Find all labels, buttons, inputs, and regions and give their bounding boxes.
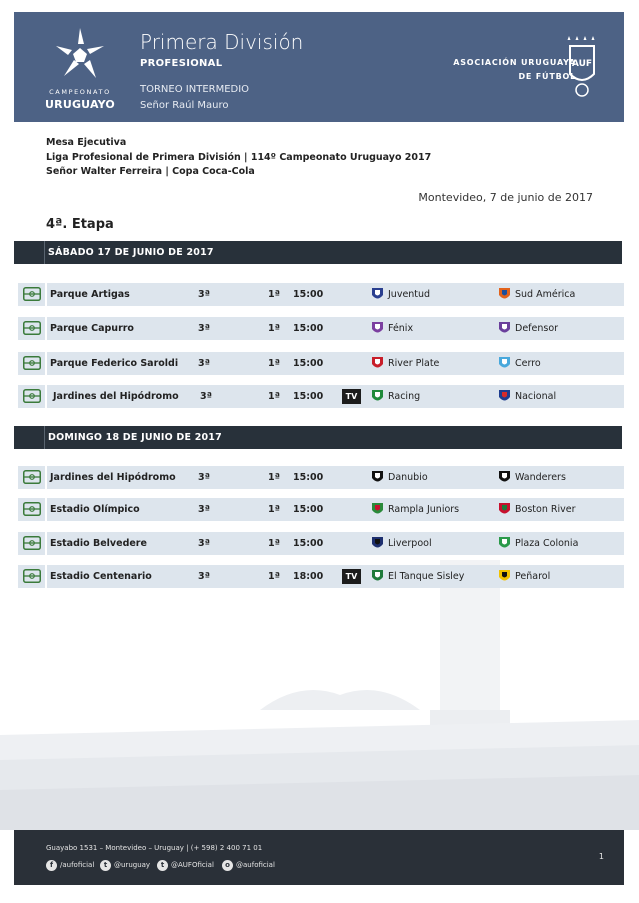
stadium-background-image [0, 560, 639, 830]
pitch-icon [23, 502, 41, 516]
facebook-icon: f [46, 860, 57, 871]
away-team: Sud América [515, 289, 576, 300]
etapa-heading: 4ª. Etapa [46, 217, 114, 232]
twitter-auf-link[interactable] [157, 859, 214, 871]
pitch-icon [23, 569, 41, 583]
star-logo-icon [50, 26, 110, 82]
intro-line-liga: Liga Profesional de Primera División | 114º Campeonato Uruguayo 2017 [46, 151, 432, 163]
away-team: Peñarol [515, 571, 551, 582]
day-header-saturday [14, 241, 622, 264]
match-venue: Estadio Centenario [50, 571, 152, 582]
match-division: 1ª [268, 358, 280, 369]
page-title: Primera División [140, 30, 304, 54]
facebook-link[interactable] [46, 859, 94, 871]
instagram-icon: o [222, 860, 233, 871]
team-crest-icon [498, 502, 511, 517]
match-venue: Parque Federico Saroldi [50, 358, 179, 369]
intro-block [46, 136, 431, 180]
match-round: 3ª [198, 358, 210, 369]
footer [14, 830, 624, 885]
match-time: 18:00 [293, 571, 324, 582]
team-crest-icon [498, 356, 511, 371]
intro-line-mesa: Mesa Ejecutiva [46, 137, 127, 148]
twitter-icon: t [100, 860, 111, 871]
tv-broadcast-badge: TV [342, 569, 361, 584]
team-crest-icon [371, 569, 384, 584]
match-division: 1ª [268, 571, 280, 582]
day-header-sunday [14, 426, 622, 449]
instagram-handle: @aufoficial [236, 861, 275, 869]
pitch-icon [23, 287, 41, 301]
team-crest-icon [498, 287, 511, 302]
match-round: 3ª [198, 538, 210, 549]
home-team: River Plate [388, 358, 440, 369]
team-crest-icon [498, 569, 511, 584]
auf-crest-icon [564, 34, 600, 100]
home-team: Liverpool [388, 538, 432, 549]
pitch-icon [23, 470, 41, 484]
match-venue: Jardines del Hipódromo [50, 472, 176, 483]
team-crest-icon [371, 502, 384, 517]
auf-name [453, 56, 576, 84]
match-row [18, 385, 624, 408]
tv-broadcast-badge: TV [342, 389, 361, 404]
match-row [18, 565, 624, 588]
match-venue: Estadio Belvedere [50, 538, 147, 549]
footer-address: Guayabo 1531 – Montevideo – Uruguay | (+ 598) 2 400 71 01 [46, 844, 263, 852]
home-team: Danubio [388, 472, 428, 483]
away-team: Cerro [515, 358, 541, 369]
team-crest-icon [371, 536, 384, 551]
match-division: 1ª [268, 472, 280, 483]
home-team: Juventud [388, 289, 431, 300]
twitter-icon: t [157, 860, 168, 871]
campeonato-uruguayo-logo [36, 22, 124, 118]
match-row [18, 498, 624, 521]
twitter-uruguay-link[interactable] [100, 859, 150, 871]
away-team: Defensor [515, 323, 559, 334]
facebook-handle: /aufoficial [60, 861, 95, 869]
home-team: Fénix [388, 323, 414, 334]
team-crest-icon [371, 389, 384, 404]
logo-text-uruguayo: URUGUAYO [45, 98, 115, 111]
home-team: Racing [388, 391, 421, 402]
match-time: 15:00 [293, 538, 324, 549]
match-row [18, 317, 624, 340]
match-venue: Estadio Olímpico [50, 504, 140, 515]
logo-text-campeonato: CAMPEONATO [49, 88, 111, 96]
match-division: 1ª [268, 538, 280, 549]
page-subtitle: PROFESIONAL [140, 58, 223, 69]
auf-crest-text: AUF [571, 59, 593, 69]
away-team: Boston River [515, 504, 576, 515]
match-row [18, 466, 624, 489]
match-venue: Parque Artigas [50, 289, 130, 300]
match-round: 3ª [198, 323, 210, 334]
team-crest-icon [498, 321, 511, 336]
match-time: 15:00 [293, 504, 324, 515]
header-banner [14, 12, 624, 122]
match-division: 1ª [268, 504, 280, 515]
home-team: El Tanque Sisley [388, 571, 465, 582]
instagram-link[interactable] [222, 859, 275, 871]
auf-name-line1: ASOCIACIÓN URUGUAYA [453, 58, 576, 67]
team-crest-icon [498, 470, 511, 485]
match-round: 3ª [198, 472, 210, 483]
day-label: SÁBADO 17 DE JUNIO DE 2017 [48, 247, 214, 258]
match-time: 15:00 [293, 472, 324, 483]
away-team: Plaza Colonia [515, 538, 579, 549]
document-date: Montevideo, 7 de junio de 2017 [418, 191, 593, 204]
match-time: 15:00 [293, 289, 324, 300]
match-venue: Parque Capurro [50, 323, 134, 334]
match-division: 1ª [268, 323, 280, 334]
match-round: 3ª [198, 289, 210, 300]
team-crest-icon [498, 389, 511, 404]
match-time: 15:00 [293, 323, 324, 334]
pitch-icon [23, 536, 41, 550]
away-team: Nacional [515, 391, 557, 402]
auf-name-line2: DE FÚTBOL [518, 72, 576, 81]
match-division: 1ª [268, 289, 280, 300]
away-team: Wanderers [515, 472, 566, 483]
match-round: 3ª [198, 504, 210, 515]
match-division: 1ª [268, 391, 280, 402]
twitter-handle-uruguay: @uruguay [114, 861, 151, 869]
team-crest-icon [371, 321, 384, 336]
match-round: 3ª [198, 571, 210, 582]
home-team: Rampla Juniors [388, 504, 460, 515]
match-venue: Jardines del Hipódromo [53, 391, 179, 402]
team-crest-icon [498, 536, 511, 551]
pitch-icon [23, 321, 41, 335]
twitter-handle-auf: @AUFOficial [171, 861, 214, 869]
pitch-icon [23, 356, 41, 370]
match-row [18, 352, 624, 375]
torneo-label: TORNEO INTERMEDIO [140, 84, 250, 95]
match-time: 15:00 [293, 391, 324, 402]
page-number: 1 [598, 852, 604, 861]
match-row [18, 532, 624, 555]
team-crest-icon [371, 470, 384, 485]
torneo-name: Señor Raúl Mauro [140, 100, 229, 111]
match-row [18, 283, 624, 306]
intro-line-senor: Señor Walter Ferreira | Copa Coca-Cola [46, 166, 255, 177]
pitch-icon [23, 389, 41, 403]
team-crest-icon [371, 356, 384, 371]
team-crest-icon [371, 287, 384, 302]
day-label: DOMINGO 18 DE JUNIO DE 2017 [48, 432, 222, 443]
match-time: 15:00 [293, 358, 324, 369]
match-round: 3ª [200, 391, 212, 402]
